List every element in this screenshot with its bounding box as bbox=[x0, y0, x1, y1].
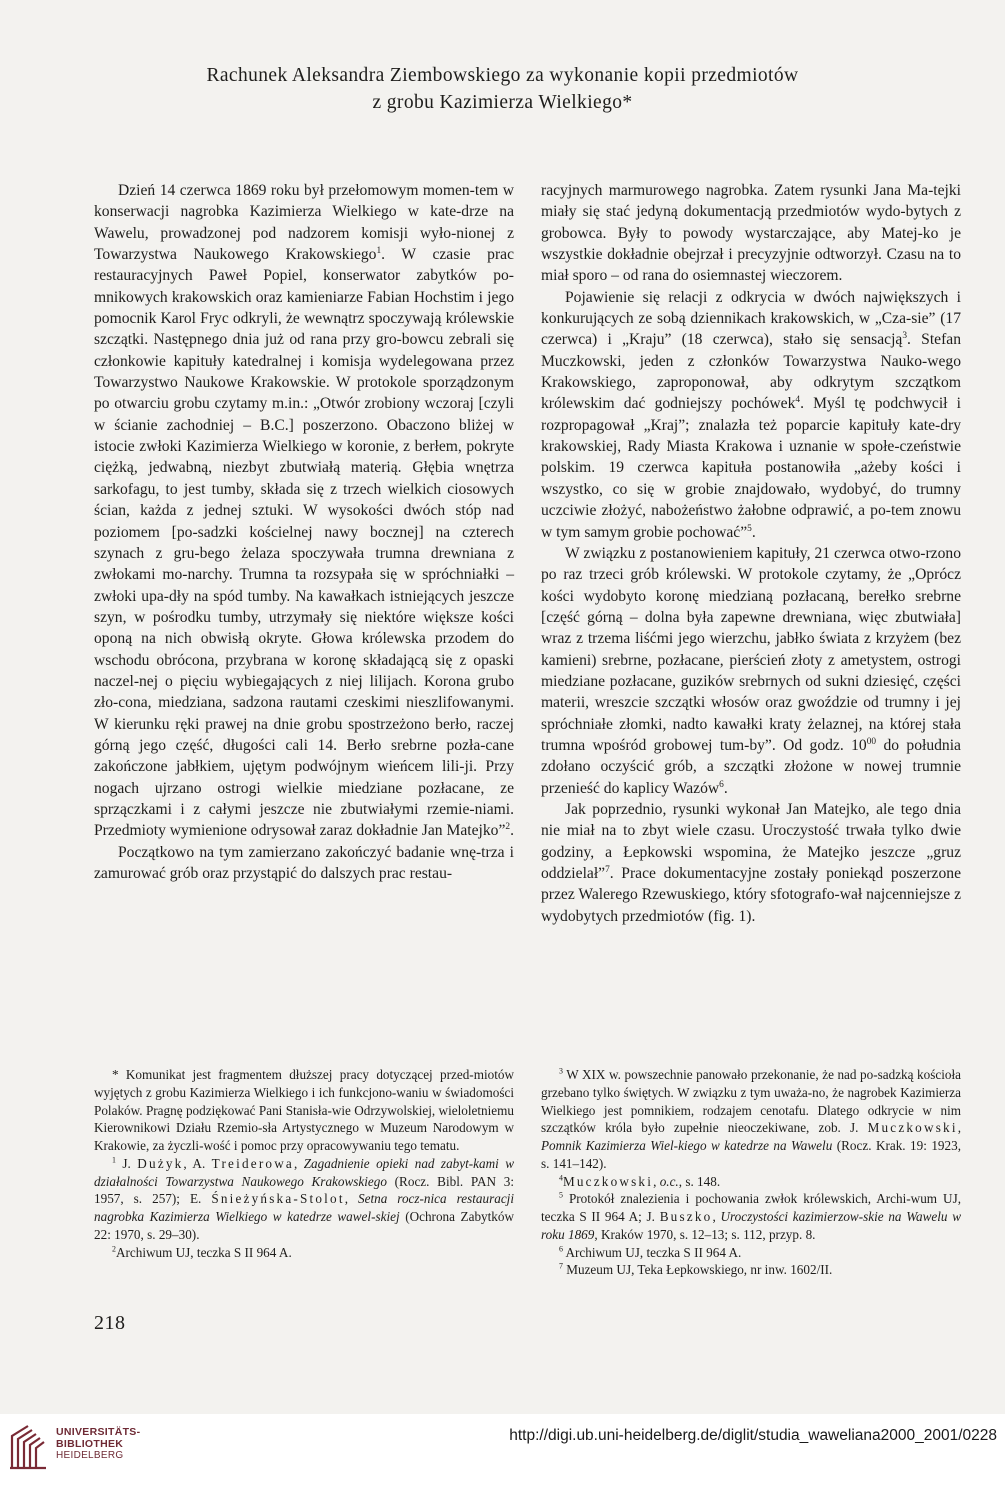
title-line-1: Rachunek Aleksandra Ziembowskiego za wykonanie kopii przedmiotów bbox=[206, 65, 799, 86]
footnotes-right bbox=[541, 1066, 961, 1279]
article-title bbox=[0, 62, 1005, 116]
footnote-1: $^1$ J. Dużyk, A. Treiderowa, Zagadnienie opieki nad zabyt-kami w działalności Towarzystwa Naukowego Krakowskiego (Rocz. Bibl. PAN 3: 1957, s. 257); E. Śnieżyńska-Stolot, Setna rocz-nica restauracji nagrobka Kazimierza Wielkiego w katedrze wawel-skiej (Ochrona Zabytków 22: 1970, s. 29–30). bbox=[94, 1155, 515, 1242]
footnotes-left bbox=[94, 1066, 514, 1261]
digitization-footer bbox=[0, 1414, 1005, 1486]
footnote-ref[interactable]: 7 bbox=[605, 864, 610, 875]
footnote-4: $^4$Muczkowski, o.c., s. 148. bbox=[559, 1173, 721, 1189]
paragraph: Dzień 14 czerwca 1869 roku był przełomowym momen-tem w konserwacji nagrobka Kazimierza Wielkiego w kate-drze na Wawelu, prowadzonej pod nadzorem komisji wyło-nionej z Towarzystwa Naukowego Krakowskiego$^1$. W czasie prac restauracyjnych Paweł Popiel, konserwator zabytków po-mnikowych krakowskich oraz kamieniarze Fabian Hochstim i jego pomocnik Karol Fryc odkryli, że wewnątrz spoczywają królewskie szczątki. Następnego dnia już od rana przy gro-bowcu zebrali się członkowie kapituły katedralnej i komisja wydelegowana przez Towarzystwo Naukowe Krakowskie. W protokole sporządzonym po otwarciu grobu czytamy m.in.: „Otwór zrobiony wczoraj [czyli w ścianie zachodniej – B.C.] poszerzono. Obaczono bliżej w istocie zwłoki Kazimierza Wielkiego w koronie, z berłem, pokryte ciężką, jedwabną, niezbyt zbutwiałą materią. Głębia wnętrza sarkofagu, to jest tumby, składa się z trzech wielkich ciosowych ścian, każda z jednej sztuki. W wysokości dwóch stóp nad poziomem [po-sadzki kościelnej nawy bocznej] na czterech szynach z gru-bego żelaza spoczywała trumna drewniana z zwłokami mo-narchy. Trumna ta rozsypała się w spróchniałki – zwłoki upa-dły na spód tumby. Na kawałkach istniejących jeszcze szyn, w pośrodku tumby, utrzymały się niektóre większe kości oponą na nich obwisłą okryte. Głowa królewska przodem do wschodu obrócona, przybrana w koronę składającą się z opaski naczel-nej o pięciu wybiegających z niej lilijach. Korona grubo zło-cona, miedziana, sadzona rautami czeskimi nieszlifowanymi. W kierunku ręki prawej na dnie grobu spostrzeżono berło, raczej górną jego część, długości cali 14. Berło srebrne pozła-cane zakończone jabłkiem, ujętym podwójnym wieńcem lili-ji. Przy nogach ujrzano ostrogi wielkie miedziane pozłacane, ze sprzączkami i z całymi jeszcze nie zbutwiałymi rzemie-niami. Przedmioty wymienione odrysował zaraz dokładnie Jan Matejko”$^2$. bbox=[94, 182, 515, 840]
footnote-7: $^7$ Muzeum UJ, Teka Łepkowskiego, nr inw. 1602/II. bbox=[559, 1261, 833, 1278]
footnote-6: $^6$ Archiwum UJ, teczka S II 964 A. bbox=[559, 1244, 742, 1260]
footnote-ref[interactable]: 2 bbox=[505, 822, 511, 833]
footnote-ref[interactable]: 4 bbox=[795, 395, 801, 406]
body-column-left bbox=[94, 180, 514, 884]
paragraph: Jak poprzednio, rysunki wykonał Jan Matejko, ale tego dnia nie miał na to zbyt wiele czasu. Uroczystość trwała tylko dwie godziny, a Łepkowski wspomina, że Matejko jeszcze „gruz oddzielał”$^7$. Prace dokumentacyjne zostały poniekąd poszerzone przez Walerego Rzewuskiego, który sfotografo-wał najcenniejsze z wydobytych przedmiotów (fig. 1). bbox=[541, 800, 961, 925]
page-number: 218 bbox=[94, 1312, 126, 1334]
paragraph: W związku z postanowieniem kapituły, 21 czerwca otwo-rzono po raz trzeci grób królewski. W protokole czytamy, że „Oprócz kości wydobyto koronę miedzianą pozłacaną, berełko srebrne [część górną – dolna była zapewne drewniana, więc zbutwiała] wraz z trzema liśćmi jego wierzchu, jabłko świata z krzyżem (bez kamieni) srebrne, pozłacane, pierścień złoty z ametystem, ostrogi miedziane pozłacane, guzików srebrnych od sukni dziesięć, części materii, wreszcie szczątki włosów oraz gwoździe od trumny i jej spróchniałe złomki, nadto kawałki kraty żelaznej, na której stała trumna wpośród grobowej tum-by”. Od godz. $10^{00}$ do południa zdołano oczyścić grób, a szczątki złożone w nowej trumnie przenieść do kaplicy Wazów$^6$. bbox=[541, 544, 961, 797]
footnote-ref[interactable]: 5 bbox=[747, 523, 752, 534]
footnote-star: * Komunikat jest fragmentem dłuższej pracy dotyczącej przed-miotów wyjętych z grobu Kazimierza Wielkiego i ich funkcjono-waniu w świadomości Polaków. Pragnę podziękować Pani Stanisła-wie Odrzywolskiej, wieloletniemu Kierownikowi Działu Rzemio-sła Artystycznego w Muzeum Narodowym w Krakowie, za życzli-wość i pomoc przy opracowywaniu tego tematu. bbox=[94, 1067, 514, 1153]
footnote-5: $^5$ Protokół znalezienia i pochowania zwłok królewskich, Archi-wum UJ, teczka S II 964 A; J. Buszko, Uroczystości kazimierzow-skie na Wawelu w roku 1869, Kraków 1970, s. 12–13; s. 112, przyp. 8. bbox=[541, 1190, 961, 1242]
library-logo-icon bbox=[8, 1422, 48, 1472]
footnote-ref[interactable]: 1 bbox=[376, 245, 382, 256]
footnote-3: $^3$ W XIX w. powszechnie panowało przekonanie, że nad po-sadzką kościoła grzebano tylko świętych. W związku z tym uważa-no, że nagrobek Kazimierza Wielkiego jest pomnikiem, rodzajem cenotafu. Dlatego odkrycie w nim szczątków króla było zupełnie nieoczekiwane, zob. J. Muczkowski, Pomnik Kazimierza Wiel-kiego w katedrze na Wawelu (Rocz. Krak. 19: 1923, s. 141–142). bbox=[541, 1066, 961, 1171]
library-name: UNIVERSITÄTS- BIBLIOTHEK HEIDELBERG bbox=[56, 1426, 141, 1461]
source-url-link[interactable]: http://digi.ub.uni-heidelberg.de/diglit/studia_waweliana2000_2001/0228 bbox=[509, 1427, 997, 1444]
footnote-2: $^2$Archiwum UJ, teczka S II 964 A. bbox=[112, 1244, 292, 1260]
footnote-ref[interactable]: 6 bbox=[719, 779, 724, 790]
time-superscript: 00 bbox=[866, 736, 877, 747]
footnote-ref[interactable]: 3 bbox=[902, 331, 908, 342]
title-line-2: z grobu Kazimierza Wielkiego* bbox=[372, 92, 633, 113]
paragraph: Pojawienie się relacji z odkrycia w dwóch największych i konkurujących ze sobą dziennikach krakowskich, w „Cza-sie” (17 czerwca) i „Kraju” (18 czerwca), stało się sensacją$^3$. Stefan Muczkowski, jeden z członków Towarzystwa Nauko-wego Krakowskiego, zaproponował, aby odkrytym szczątkom królewskim dać godniejszy pochówek$^4$. Myśl tę podchwycił i rozpropagował „Kraj”; znalazła też poparcie kapituły kate-dry krakowskiej, Rady Miasta Krakowa i uznanie w społe-czeństwie polskim. 19 czerwca kapituła postanowiła „ażeby kości i wszystko, co się w grobie znajdowało, wydobyć, do trumny uczciwie złożyć, nabożeństwo żałobne odprawić, a po-tem znowu w tym samym grobie pochować”$^5$. bbox=[541, 288, 961, 541]
body-column-right bbox=[541, 180, 961, 927]
paragraph: racyjnych marmurowego nagrobka. Zatem rysunki Jana Ma-tejki miały się stać jedyną dokumentacją przedmiotów wydo-bytych z grobowca. Były to powody wystarczające, aby Matej-ko je wszystkie dokładnie obejrzał i precyzyjnie odtworzył. Czasu na to miał sporo – od rana do osiemnastej wieczorem. bbox=[541, 182, 961, 285]
paragraph: Początkowo na tym zamierzano zakończyć badanie wnę-trza i zamurować grób oraz przystąpić do dalszych prac restau- bbox=[94, 843, 514, 882]
